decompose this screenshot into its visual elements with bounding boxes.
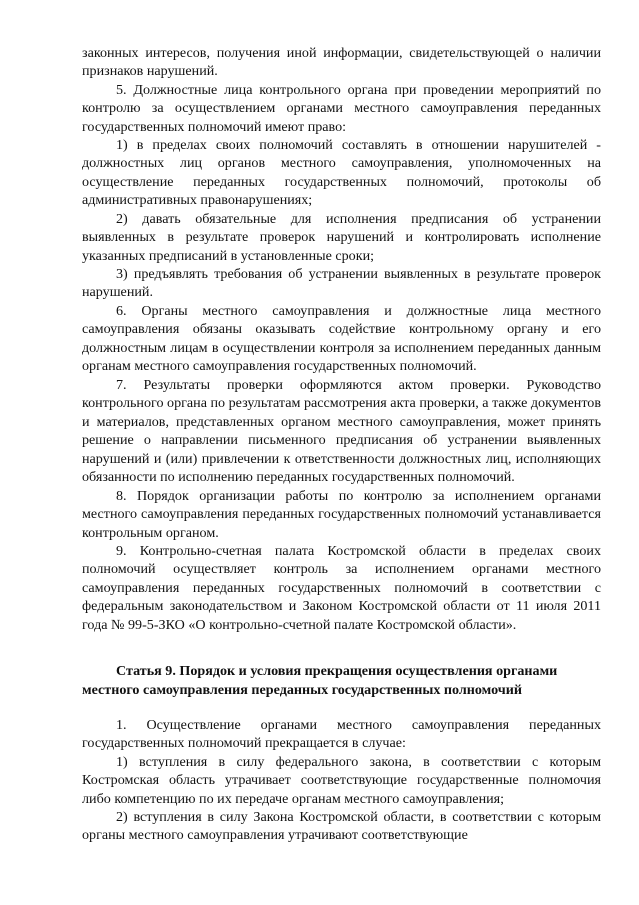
article-9-subitem-2: 2) вступления в силу Закона Костромской области, в соответствии с которым органы местного самоуправления утрачивают соответствующие xyxy=(82,809,601,844)
paragraph-item-7: 7. Результаты проверки оформляются актом проверки. Руководство контрольного органа по результатам рассмотрения акта проверки, а также документов и материалов, представленных органом местного самоуправления, может принять решение о направлении письменного предписания об устранении выявленных нарушений и (или) привлечении к ответственности должностных лиц, исполняющих обязанности по исполнению переданных государственных полномочий. xyxy=(82,377,601,486)
paragraph-subitem-2: 2) давать обязательные для исполнения предписания об устранении выявленных в результате проверок нарушений и контролировать исполнение указанных предписаний в установленные сроки; xyxy=(82,211,601,264)
article-9-subitem-1: 1) вступления в силу федерального закона, в соответствии с которым Костромская область утрачивает соответствующие государственные полномочия либо компетенцию по их передаче органам местного самоуправления; xyxy=(82,754,601,807)
paragraph-subitem-1: 1) в пределах своих полномочий составлять в отношении нарушителей - должностных лиц органов местного самоуправления, уполномоченных на осуществление переданных государственных полномочий, протоколы об административных правонарушениях; xyxy=(82,137,601,209)
paragraph-item-5: 5. Должностные лица контрольного органа при проведении мероприятий по контролю за осуществлением органами местного самоуправления переданных государственных полномочий имеют право: xyxy=(82,82,601,135)
paragraph-item-9: 9. Контрольно-счетная палата Костромской области в пределах своих полномочий осуществляет контроль за исполнением органами местного самоуправления переданных государственных полномочий в соответствии с федеральным законодательством и Законом Костромской области от 11 июля 2011 года № 99-5-ЗКО «О контрольно-счетной палате Костромской области». xyxy=(82,543,601,633)
article-9-paragraph-1: 1. Осуществление органами местного самоуправления переданных государственных полномочий прекращается в случае: xyxy=(82,717,601,752)
article-9-heading: Статья 9. Порядок и условия прекращения осуществления органами местного самоуправления переданных государственных полномочий xyxy=(82,663,558,698)
paragraph-subitem-3: 3) предъявлять требования об устранении выявленных в результате проверок нарушений. xyxy=(82,266,601,301)
paragraph-item-6: 6. Органы местного самоуправления и должностные лица местного самоуправления обязаны оказывать содействие контрольному органу и его должностным лицам в осуществлении контроля за исполнением переданных данным органам местного самоуправления государственных полномочий. xyxy=(82,303,601,375)
paragraph-continuation: законных интересов, получения иной информации, свидетельствующей о наличии признаков нарушений. xyxy=(82,45,601,80)
paragraph-item-8: 8. Порядок организации работы по контролю за исполнением органами местного самоуправления переданных государственных полномочий устанавливается контрольным органом. xyxy=(82,488,601,541)
